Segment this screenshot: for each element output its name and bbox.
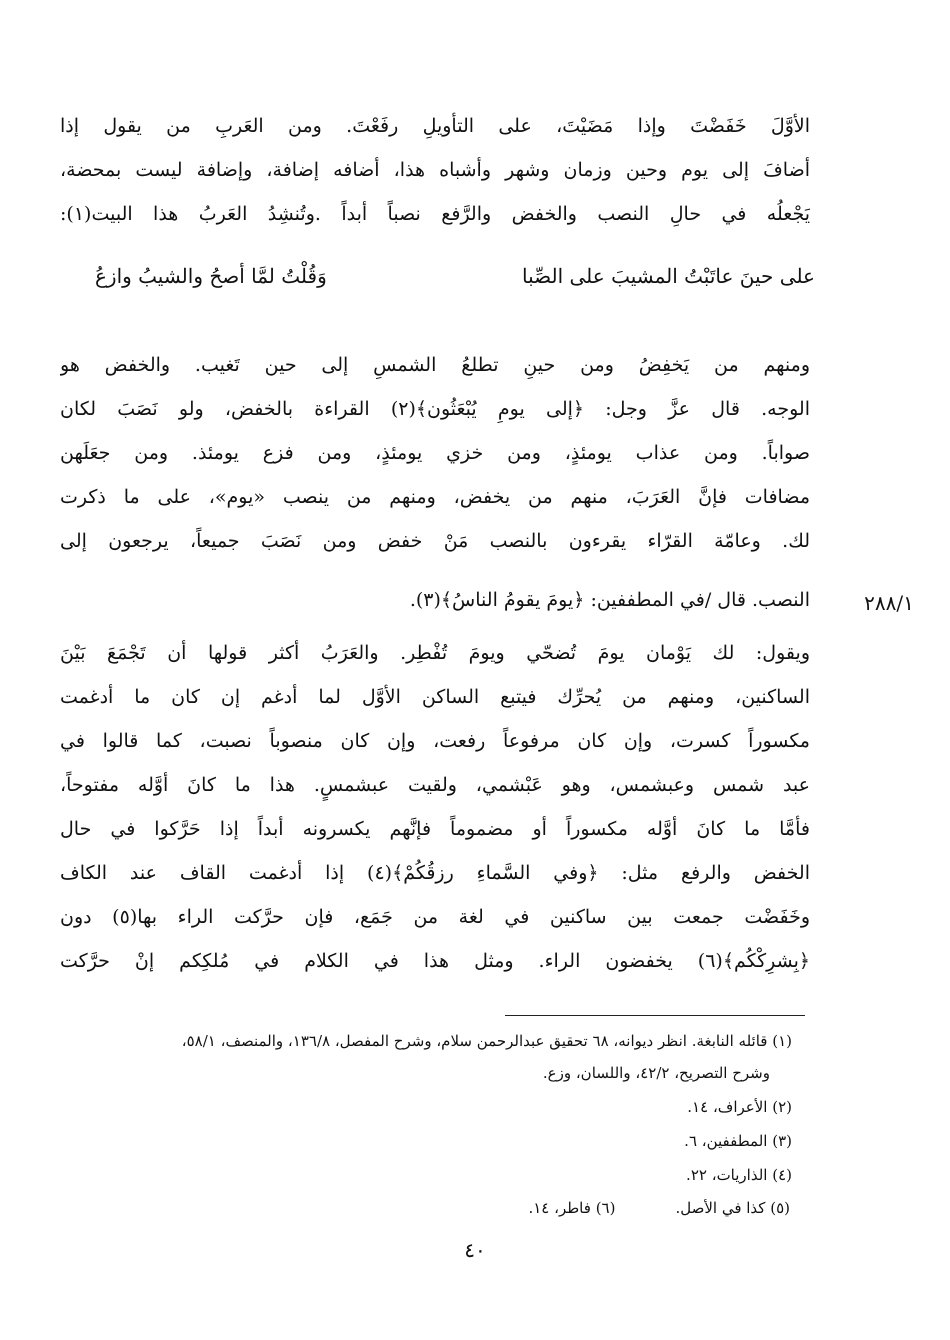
text-line: الأوَّلَ خَفَضْتَ وإذا مَضَيْتَ، على التأويلِ رفَعْتَ. ومن العَربِ من يقول إذا (60, 115, 810, 137)
footnote-4: (٤) الذاريات، ٢٢. (686, 1166, 792, 1184)
verse-second-hemistich: وَقُلْتُ لمَّا أصحُ والشيبُ وازعُ (95, 264, 327, 288)
text-line: أضافَ إلى يوم وحين وزمان وشهر وأشباه هذا، أضافه إضافة، وإضافة ليست بمحضة، (60, 159, 810, 181)
text-line: الساكنين، ومنهم من يُحرِّك فيتبع الساكن الأوَّل لما أدغم إن كان ما أدغمت (60, 686, 810, 708)
footnote-1: (١) قائله النابغة. انظر ديوانه، ٦٨ تحقيق عبدالرحمن سلام، وشرح المفصل، ١٣٦/٨، والمنصف، ٥٨/١، (181, 1032, 792, 1050)
footnote-2: (٢) الأعراف، ١٤. (687, 1098, 792, 1116)
text-line: الخفض والرفع مثل: ﴿وفي السَّماءِ رزقُكُمْ﴾(٤) إذا أدغمت القاف عند الكاف (60, 862, 810, 884)
text-line: ويقول: لك يَوْمان يومَ تُضحّي ويومَ تُفْطِر. والعَرَبُ أكثر قولها أن تَجْمَعَ بَيْنَ (60, 642, 810, 664)
text-line: النصب. قال /في المطففين: ﴿يومَ يقومُ الناسُ﴾(٣). (409, 589, 810, 611)
footnote-separator (505, 1015, 805, 1016)
footnote-6: (٦) فاطر، ١٤. (528, 1199, 616, 1217)
text-line: الوجه. قال عزَّ وجل: ﴿إلى يومِ يُبْعَثُون﴾(٢) القراءة بالخفض، ولو نَصَبَ لكان (60, 398, 810, 420)
poetry-verse (95, 256, 815, 296)
text-line: وخَفَضْت جمعت بين ساكنين في لغة من جَمَع، فإن حرَّكت الراء بها(٥) دون (60, 906, 810, 928)
footnote-row (360, 1197, 790, 1219)
footnote-5: (٥) كذا في الأصل. (675, 1199, 790, 1217)
footnote-3: (٣) المطففين، ٦. (684, 1132, 792, 1150)
text-line: صواباً. ومن عذاب يومئذٍ، ومن خزي يومئذٍ، ومن فزع يومئذ. ومن جعَلَهن (60, 442, 810, 464)
margin-reference: ٢٨٨/١ (864, 591, 914, 615)
footnote-1-continued: وشرح التصريح، ٤٢/٢، واللسان، وزع. (542, 1064, 770, 1082)
text-line: ومنهم من يَخفِضُ ومن حينِ تطلعُ الشمسِ إلى حين تَغيب. والخفض هو (60, 354, 810, 376)
text-line: مضافات فإنَّ العَرَبَ، منهم من يخفض، ومنهم من ينصب «يوم»، على ما ذكرت (60, 486, 810, 508)
text-line: ﴿بِشرِكْكُم﴾(٦) يخفضون الراء. ومثل هذا في الكلام في مُلكِكم إنْ حرَّكت (60, 950, 810, 972)
text-line: لك. وعامّة القرّاء يقرءون بالنصب مَنْ خفض ومن نَصَبَ جميعاً، يرجعون إلى (60, 530, 810, 552)
text-line: فأمَّا ما كانَ أوَّله مكسوراً أو مضموماً فإنَّهم يكسرونه أبداً إذا حَرَّكوا في حال (60, 818, 810, 840)
text-line: مكسوراً كسرت، وإن كان مرفوعاً رفعت، وإن كان منصوباً نصبت، كما قالوا في (60, 730, 810, 752)
page-number: ٤٠ (464, 1238, 486, 1262)
text-line: عبد شمس وعبشمس، وهو عَبْشمي، ولقيت عبشمسٍ. هذا ما كانَ أوَّله مفتوحاً، (60, 774, 810, 796)
text-line: يَجْعلُه في حالِ النصب والخفض والرَّفع نصباً أبداً .وتُنشِدُ العَربُ هذا البيت(١): (60, 203, 810, 225)
verse-first-hemistich: على حينَ عاتَبْتُ المشيبَ على الصِّبا (522, 264, 815, 288)
